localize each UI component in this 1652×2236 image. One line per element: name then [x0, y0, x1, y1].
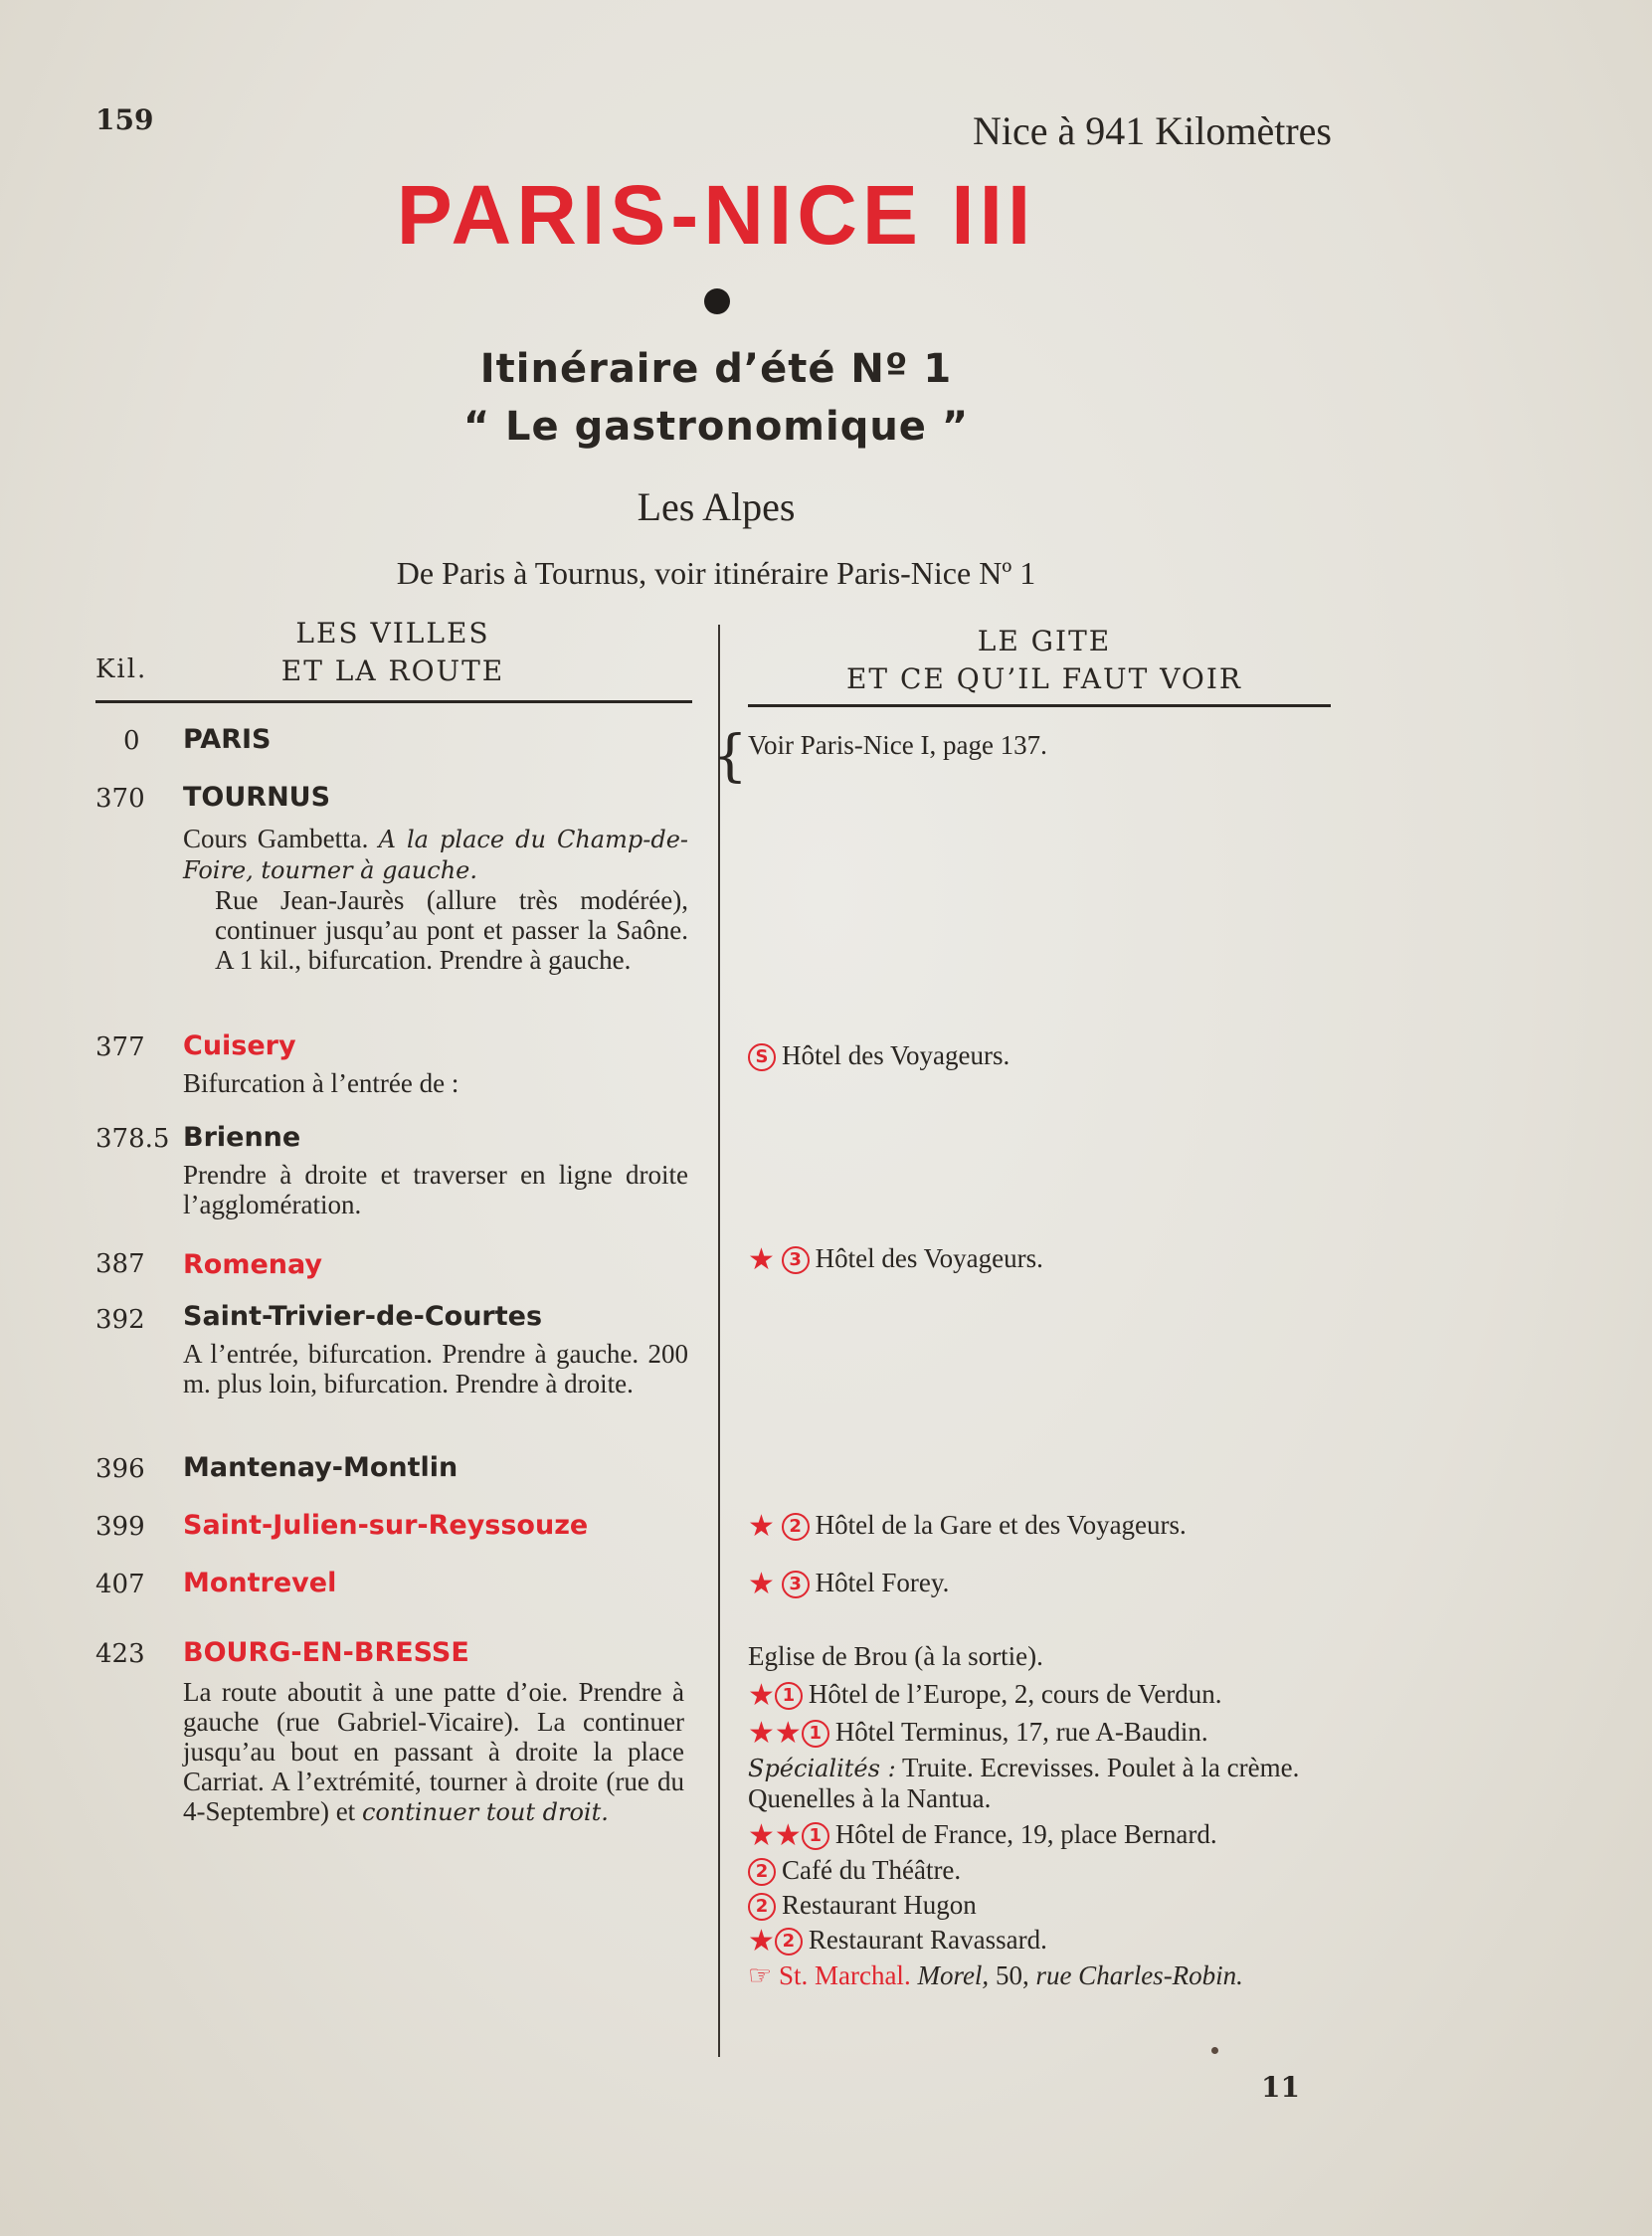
route-text: Rue Jean-Jaurès (allure très modérée), continuer jusqu’au pont et passer la Saône. A 1 kil., bifurcation. Prendre à gauche.: [215, 885, 688, 975]
hotel-entry: [748, 1679, 1335, 1711]
itinerary-nickname: “ Le gastronomique ”: [462, 404, 970, 450]
bullet-dot-icon: [704, 288, 730, 314]
place-name: Brienne: [183, 1122, 301, 1153]
star-icon: ★: [748, 1568, 775, 1600]
itinerary-title: Itinéraire d’été Nº 1: [479, 346, 953, 392]
signature-number: 11: [1261, 2071, 1300, 2104]
page-number: 159: [95, 103, 154, 136]
place-name: BOURG-EN-BRESSE: [183, 1637, 469, 1668]
route-text-italic: continuer tout droit.: [361, 1798, 609, 1826]
rating-mark-icon: 1: [802, 1720, 829, 1748]
rating-mark-icon: 3: [782, 1246, 810, 1274]
hotel-entry: [748, 1717, 1335, 1749]
hotel-entry: [748, 1510, 1335, 1542]
garage-entry: [748, 1960, 1335, 1990]
distance-header: Nice à 941 Kilomètres: [973, 108, 1332, 153]
kil-value: 396: [95, 1454, 145, 1484]
route-description: [183, 1160, 688, 1219]
route-text-italic: A la place du Champ-de-Foire, tourner à gauche.: [183, 826, 689, 884]
garage-owner: Morel,: [917, 1960, 990, 1990]
header-rule-left: [95, 700, 692, 703]
star-icon: ★: [748, 1679, 775, 1712]
cafe-name: Café du Théâtre.: [782, 1855, 962, 1885]
region-title: Les Alpes: [637, 484, 796, 529]
kil-value: 423: [95, 1639, 145, 1669]
rating-mark-icon: 2: [748, 1858, 776, 1886]
kil-value: 387: [95, 1249, 145, 1279]
route-text: La route aboutit à une patte d’oie. Prendre à gauche (rue Gabriel-Vicaire). La continuer jusqu’au bout en passant à droite la place Carriat. A l’extrémité, tourner à droite (rue du 4-Septembre) et: [183, 1677, 684, 1826]
hotel-name: Hôtel Terminus, 17, rue A-Baudin.: [834, 1717, 1208, 1747]
hotel-entry: [748, 1040, 1335, 1071]
brace-icon: {: [712, 724, 748, 789]
place-name: Cuisery: [183, 1030, 296, 1061]
hotel-name: Hôtel des Voyageurs.: [782, 1040, 1010, 1070]
hotel-entry: [748, 1819, 1335, 1851]
header-right: [756, 623, 1333, 698]
hotel-name: Hôtel de la Gare et des Voyageurs.: [815, 1510, 1187, 1540]
kil-value: 370: [95, 784, 145, 814]
page-title: PARIS-NICE III: [396, 168, 1036, 262]
kil-value: 407: [95, 1570, 145, 1599]
star-icon: ★: [748, 1243, 775, 1276]
rating-mark-icon: 2: [775, 1928, 803, 1956]
kil-value: 399: [95, 1512, 145, 1542]
star-icon: ★: [748, 1510, 775, 1543]
kil-value: 377: [95, 1032, 145, 1062]
header-right-line2: ET CE QU’IL FAUT VOIR: [845, 662, 1242, 695]
header-rule-right: [748, 704, 1331, 707]
header-left: [229, 615, 557, 690]
column-divider: [718, 625, 720, 2057]
rating-mark-icon: 1: [802, 1822, 829, 1850]
specialities: [748, 1753, 1335, 1813]
header-left-line1: LES VILLES: [295, 617, 490, 650]
rating-mark-icon: 3: [782, 1571, 810, 1598]
right-note: Voir Paris-Nice I, page 137.: [748, 730, 1047, 760]
restaurant-entry: [748, 1890, 1335, 1921]
hotel-name: Hôtel des Voyageurs.: [815, 1243, 1043, 1273]
hotel-name: Hôtel Forey.: [815, 1568, 950, 1597]
route-text: Cours Gambetta.: [183, 824, 369, 853]
star-icon: ★: [748, 1925, 775, 1957]
place-name: TOURNUS: [183, 782, 331, 813]
specialities-text: Truite. Ecrevisses. Poulet à la crème. Quenelles à la Nantua.: [748, 1753, 1300, 1813]
route-description: [183, 824, 688, 975]
header-right-line1: LE GITE: [977, 625, 1112, 657]
hotel-name: Hôtel de l’Europe, 2, cours de Verdun.: [808, 1679, 1222, 1709]
hotel-name: Hôtel de France, 19, place Bernard.: [834, 1819, 1217, 1849]
hotel-entry: [748, 1568, 1335, 1599]
intro-text: De Paris à Tournus, voir itinéraire Paris-Nice Nº 1: [396, 555, 1036, 591]
place-name: Montrevel: [183, 1568, 337, 1598]
rating-mark-icon: 2: [748, 1893, 776, 1921]
rating-mark-icon: 1: [775, 1682, 803, 1710]
sight-church: Eglise de Brou (à la sortie).: [748, 1641, 1043, 1671]
kil-value: 378.5: [95, 1124, 170, 1154]
rating-mark-icon: 2: [782, 1513, 810, 1541]
cafe-entry: [748, 1855, 1335, 1886]
place-name: Saint-Trivier-de-Courtes: [183, 1301, 543, 1332]
star-icon: ★: [748, 1819, 775, 1852]
kil-value: 0: [123, 726, 140, 756]
route-description: A l’entrée, bifurcation. Prendre à gauche. 200 m. plus loin, bifurcation. Prendre à droite.: [183, 1339, 688, 1398]
garage-brand: St. Marchal.: [778, 1960, 911, 1990]
route-description: Bifurcation à l’entrée de :: [183, 1068, 459, 1098]
place-name: Saint-Julien-sur-Reyssouze: [183, 1510, 589, 1541]
restaurant-name: Restaurant Hugon: [782, 1890, 977, 1920]
route-text: Prendre à droite et traverser en ligne droite l’agglomération.: [183, 1160, 688, 1219]
restaurant-entry: [748, 1925, 1335, 1956]
garage-hand-icon: ☞: [748, 1960, 773, 1990]
kil-value: 392: [95, 1305, 145, 1335]
hotel-entry: [748, 1243, 1335, 1275]
place-name: PARIS: [183, 724, 272, 755]
specialities-label: Spécialités :: [748, 1755, 896, 1782]
ink-spot: [1211, 2047, 1218, 2054]
garage-number: 50,: [995, 1960, 1029, 1990]
header-kil: Kil.: [95, 654, 148, 684]
place-name: Romenay: [183, 1249, 322, 1280]
header-left-line2: ET LA ROUTE: [280, 654, 505, 687]
restaurant-name: Restaurant Ravassard.: [808, 1925, 1047, 1955]
star-icon: ★: [774, 1717, 802, 1750]
rating-mark-icon: S: [748, 1043, 776, 1071]
place-name: Mantenay-Montlin: [183, 1452, 459, 1483]
route-description: [183, 1677, 684, 1827]
garage-address: rue Charles-Robin.: [1035, 1960, 1243, 1990]
star-icon: ★: [774, 1819, 802, 1852]
star-icon: ★: [748, 1717, 775, 1750]
bourg-sights: [748, 1641, 1335, 1990]
